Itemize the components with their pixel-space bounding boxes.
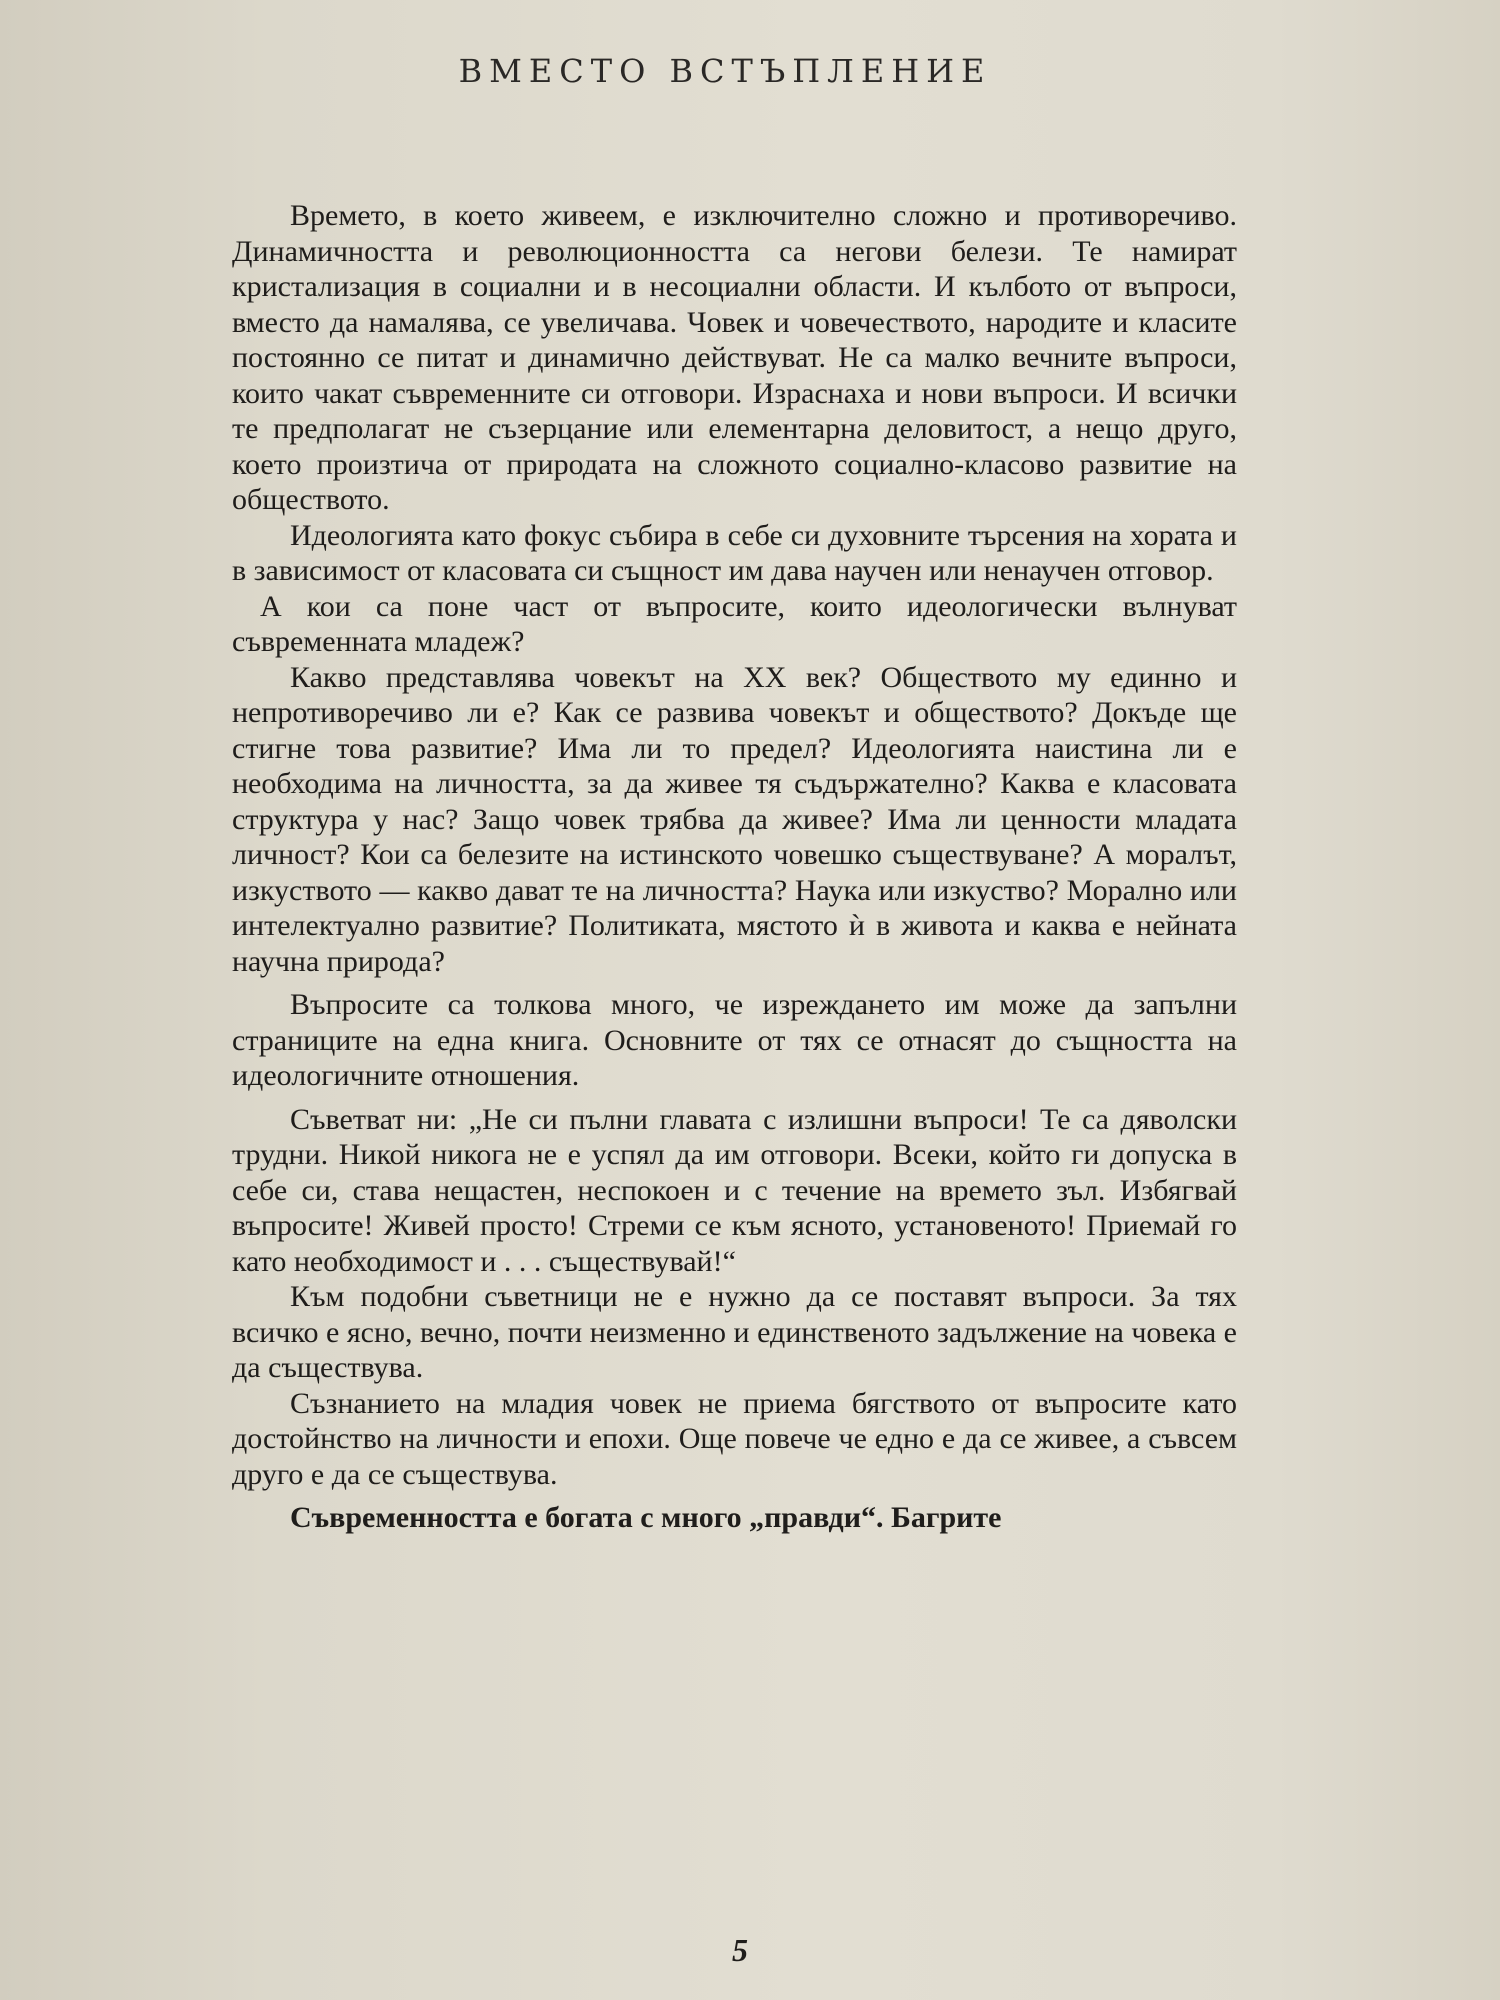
- chapter-title: ВМЕСТО ВСТЪПЛЕНИЕ: [458, 52, 992, 90]
- page-number: 5: [732, 1932, 748, 1968]
- paragraph-advisers: Към подобни съветници не е нужно да се поставят въпроси. За тях всичко е ясно, вечно, почти неизменно и единственото задължение на човека е да съществува.: [232, 1280, 1237, 1384]
- paragraph-modernity: Съвременността е богата с много „правди“. Багрите: [290, 1501, 1002, 1534]
- paragraph-many-questions: Въпросите са толкова много, че изреждането им може да запълни страниците на една книга. Основните от тях се отнасят до същността на идеологичните отношения.: [232, 988, 1237, 1092]
- paragraph-intro: Времето, в което живеем, е изключително сложно и противоречиво. Динамичността и революционността са негови белези. Те намират кристализация в социални и в несоциални области. И кълбото от въпроси, вместо да намалява, се увеличава. Човек и човечеството, народите и класите постоянно се питат и динамично действуват. Не са малко вечните въпроси, които чакат съвременните си отговори. Израснаха и нови въпроси. И всички те предполагат не съзерцание или елементарна деловитост, а нещо друго, което произтича от природата на сложното социално-класово развитие на обществото.: [232, 199, 1237, 516]
- paragraph-question-intro: А кои са поне част от въпросите, които идеологически вълнуват съвременната младеж?: [232, 589, 1237, 658]
- paragraph-ideology: Идеологията като фокус събира в себе си духовните търсения на хората и в зависимост от класовата си същност им дава научен или ненаучен отговор.: [232, 518, 1237, 587]
- paragraph-questions: Какво представлява човекът на XX век? Обществото му единно и непротиворечиво ли е? Как се развива човекът и обществото? Докъде ще стигне това развитие? Има ли то предел? Идеологията наистина ли е необходима на личността, за да живее тя съдържателно? Каква е класовата структура у нас? Защо човек трябва да живее? Има ли ценности младата личност? Кои са белезите на истинското човешко съществуване? А моралът, изкуството — какво дават те на личността? Наука или изкуство? Морално или интелектуално развитие? Политиката, мястото ѝ в живота и каква е нейната научна природа?: [232, 660, 1237, 978]
- chapter-body: [232, 198, 1237, 1536]
- paragraph-young-mind: Съзнанието на младия човек не приема бягството от въпросите като достойнство на личности и епохи. Още повече че едно е да се живее, а съвсем друго е да се съществува.: [232, 1386, 1237, 1491]
- paragraph-advice-quote: Съветват ни: „Не си пълни главата с излишни въпроси! Те са дяволски трудни. Никой никога не е успял да им отговори. Всеки, който ги допуска в себе си, става нещастен, неспокоен и с течение на времето зъл. Избягвай въпросите! Живей просто! Стреми се към ясното, установеното! Приемай го като необходимост и . . . съществувай!“: [232, 1102, 1237, 1278]
